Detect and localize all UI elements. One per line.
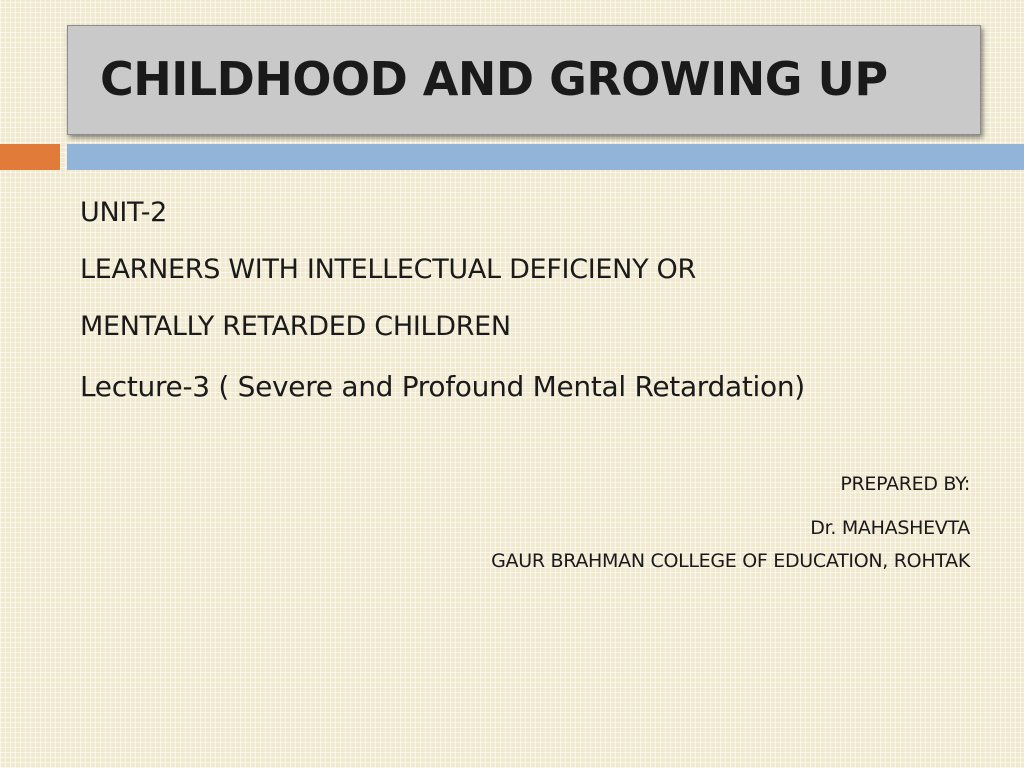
- unit-label: UNIT-2: [80, 197, 168, 228]
- lecture-line: Lecture-3 ( Severe and Profound Mental Retardation): [80, 370, 805, 403]
- blue-accent-bar: [67, 144, 1024, 170]
- topic-line-2: MENTALLY RETARDED CHILDREN: [80, 311, 511, 342]
- author-name: Dr. MAHASHEVTA: [810, 517, 970, 539]
- orange-accent-bar: [0, 144, 60, 170]
- institution-name: GAUR BRAHMAN COLLEGE OF EDUCATION, ROHTAK: [491, 550, 970, 572]
- topic-line-1: LEARNERS WITH INTELLECTUAL DEFICIENY OR: [80, 254, 696, 285]
- title-box: [67, 25, 981, 135]
- prepared-by-label: PREPARED BY:: [840, 473, 970, 495]
- slide-title: CHILDHOOD AND GROWING UP: [100, 52, 888, 106]
